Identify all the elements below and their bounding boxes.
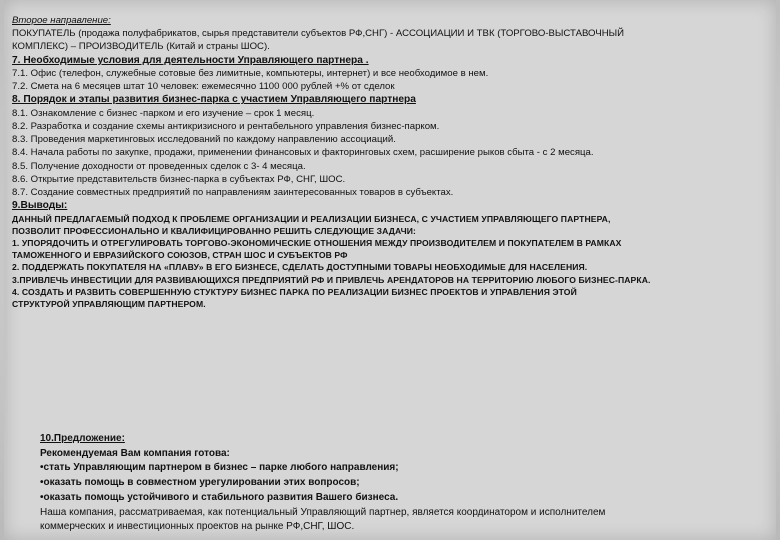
document-sheet <box>4 0 776 540</box>
proposal-text: Наша компания, рассматриваемая, как потенциальный Управляющий партнер, является координатором и исполнителем <box>40 506 606 518</box>
conclusion-line: 2. ПОДДЕРЖАТЬ ПОКУПАТЕЛЯ НА «ПЛАВУ» В ЕГО БИЗНЕСЕ, СДЕЛАТЬ ДОСТУПНЫМИ ТОВАРЫ НЕОБХОДИМЫЕ ДЛЯ НАСЕЛЕНИЯ. <box>12 262 588 273</box>
conclusion-line: СТРУКТУРОЙ УПРАВЛЯЮЩИМ ПАРТНЕРОМ. <box>12 299 206 310</box>
section-7-heading: 7. Необходимые условия для деятельности Управляющего партнера . <box>12 54 369 66</box>
section-10-heading: 10.Предложение: <box>40 433 125 444</box>
conclusion-line: ДАННЫЙ ПРЕДЛАГАЕМЫЙ ПОДХОД К ПРОБЛЕМЕ ОРГАНИЗАЦИИ И РЕАЛИЗАЦИИ БИЗНЕСА, С УЧАСТИЕМ УПРАВЛЯЮЩЕГО ПАРТНЕРА, <box>12 213 611 224</box>
proposal-bullet: •оказать помощь в совместном урегулировании этих вопросов; <box>40 477 360 489</box>
proposal-bullet: •оказать помощь устойчивого и стабильного развития Вашего бизнеса. <box>40 491 399 503</box>
conclusion-line: 3.ПРИВЛЕЧЬ ИНВЕСТИЦИИ ДЛЯ РАЗВИВАЮЩИХСЯ ПРЕДПРИЯТИЙ РФ И ПРИВЛЕЧЬ АРЕНДАТОРОВ НА ТЕРРИТОРИЮ ЛЮБОГО БИЗНЕС-ПАРКА. <box>12 274 651 285</box>
conclusion-line: ТАМОЖЕННОГО И ЕВРАЗИЙСКОГО СОЮЗОВ, СТРАН ШОС И СУБЪЕКТОВ РФ <box>12 250 348 261</box>
section-8-item: 8.6. Открытие представительств бизнес-парка в субъектах РФ, СНГ, ШОС. <box>12 173 346 185</box>
document-body <box>12 14 772 310</box>
section-9-heading: 9.Выводы: <box>12 200 68 212</box>
conclusion-line: 1. УПОРЯДОЧИТЬ И ОТРЕГУЛИРОВАТЬ ТОРГОВО-ЭКОНОМИЧЕСКИЕ ОТНОШЕНИЯ МЕЖДУ ПРОИЗВОДИТЕЛЕМ И ПОКУПАТЕЛЕМ В РАМКАХ <box>12 238 622 249</box>
section-8-item: 8.2. Разработка и создание схемы антикризисного и рентабельного управления бизнес-парком. <box>12 121 440 133</box>
section-8-item: 8.5. Получение доходности от проведенных сделок с 3- 4 месяца. <box>12 160 306 172</box>
section-8-item: 8.4. Начала работы по закупке, продажи, применении финансовых и факторинговых схем, расширение рыков сбыта - с 2 месяца. <box>12 147 594 159</box>
direction-line-2: КОМПЛЕКС) – ПРОИЗВОДИТЕЛЬ (Китай и страны ШОС). <box>12 41 270 53</box>
section-8-item: 8.1. Ознакомление с бизнес -парком и его изучение – срок 1 месяц. <box>12 107 315 119</box>
section-8-item: 8.3. Проведения маркетинговых исследований по каждому направлению ассоциаций. <box>12 134 396 146</box>
proposal-block <box>40 432 760 535</box>
section-7-item: 7.1. Офис (телефон, служебные сотовые без лимитные, компьютеры, интернет) и все необходимое в нем. <box>12 68 489 80</box>
conclusion-line: 4. СОЗДАТЬ И РАЗВИТЬ СОВЕРШЕННУЮ СТУКТУРУ БИЗНЕС ПАРКА ПО РЕАЛИЗАЦИИ БИЗНЕС ПРОЕКТОВ И УПРАВЛЕНИЯ ЭТОЙ <box>12 286 577 297</box>
proposal-line: Рекомендуемая Вам компания готова: <box>40 447 230 459</box>
direction-line-1: ПОКУПАТЕЛЬ (продажа полуфабрикатов, сырья представители субъектов РФ,СНГ) - АССОЦИАЦИИ И ТВК (ТОРГОВО-ВЫСТАВОЧНЫЙ <box>12 28 625 40</box>
conclusion-line: ПОЗВОЛИТ ПРОФЕССИОНАЛЬНО И КВАЛИФИЦИРОВАННО РЕШИТЬ СЛЕДУЮЩИЕ ЗАДАЧИ: <box>12 225 417 236</box>
proposal-text: коммерческих и инвестиционных проектов на рынке РФ,СНГ, ШОС. <box>40 521 355 533</box>
section-8-item: 8.7. Создание совместных предприятий по направлениям заинтересованных товаров в субъектах. <box>12 187 454 199</box>
proposal-bullet: •стать Управляющим партнером в бизнес – парке любого направления; <box>40 462 399 474</box>
section-8-heading: 8. Порядок и этапы развития бизнес-парка с участием Управляющего партнера <box>12 94 416 106</box>
section-7-item: 7.2. Смета на 6 месяцев штат 10 человек: ежемесячно 1100 000 рублей +% от сделок <box>12 81 395 93</box>
direction-label: Второе направление: <box>12 15 111 26</box>
